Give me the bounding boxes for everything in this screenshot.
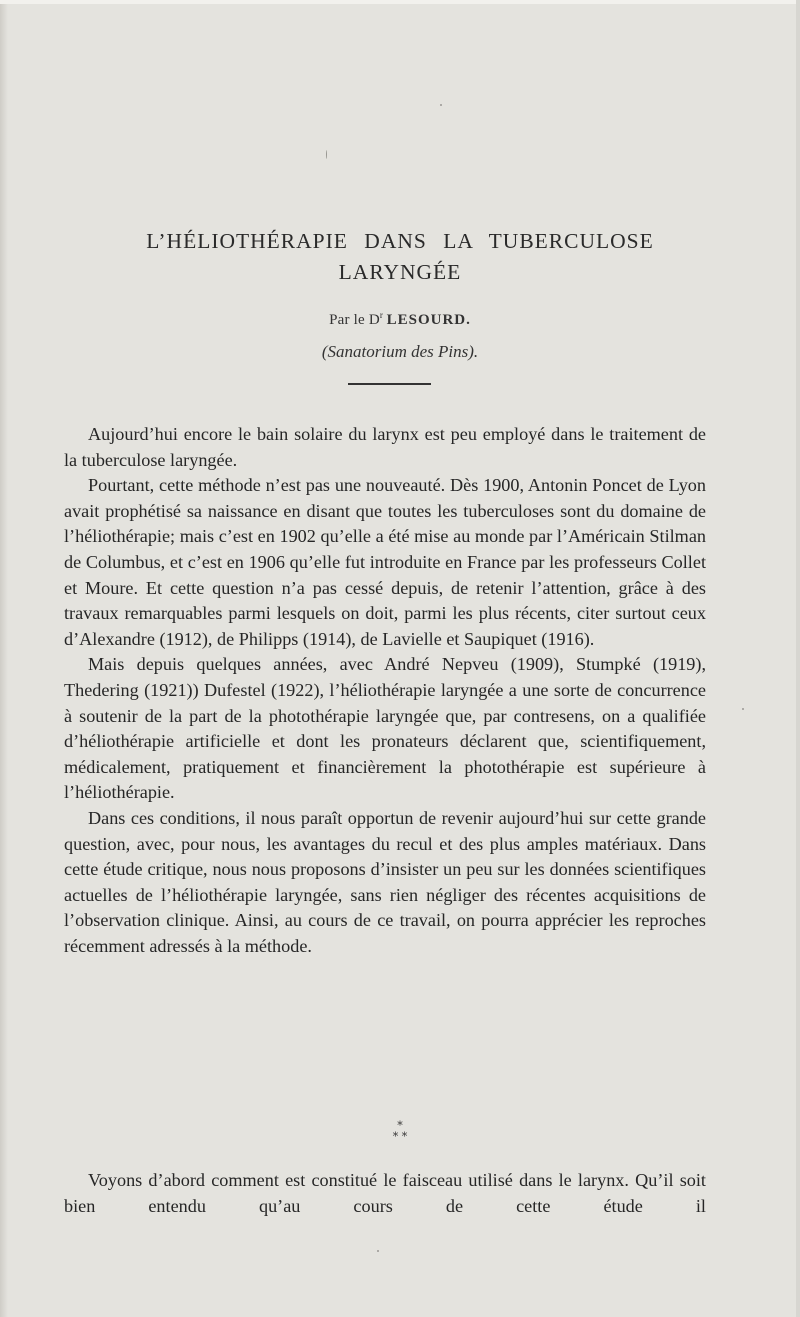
separator-stars-bottom: * * [392, 1130, 408, 1143]
author-prefix-sup: r [379, 310, 383, 320]
author-line [0, 310, 800, 329]
section-separator [0, 1120, 800, 1142]
paper-speck [742, 708, 744, 710]
author-affiliation: (Sanatorium des Pins). [321, 342, 479, 361]
article-title [60, 226, 740, 288]
paper-speck [440, 104, 442, 106]
article-title-line-1: L’HÉLIOTHÉRAPIE DANS LA TUBERCULOSE [146, 229, 654, 253]
article-title-line-2: LARYNGÉE [338, 260, 462, 284]
separator-star-top: * [397, 1119, 403, 1132]
body-paragraph: Dans ces conditions, il nous paraît opportun de revenir aujourd’hui sur cette grande question, avec, pour nous, les avantages du recul et des plus amples matériaux. Dans cette étude critique, nous nous proposons d’insister un peu sur les données scientifiques actuelles de l’héliothérapie laryngée, sans rien négliger des récentes acquisitions de l’observation clinique. Ainsi, au cours de ce travail, on pourra apprécier les reproches récemment adressés à la méthode. [64, 807, 706, 956]
article-body-continued [64, 1168, 706, 1219]
author-prefix: Par le D [329, 312, 380, 328]
page-edge-top [0, 0, 800, 4]
author-name: LESOURD. [386, 312, 471, 328]
article-body [64, 422, 706, 959]
body-paragraph: Mais depuis quelques années, avec André Nepveu (1909), Stumpké (1919), Thedering (1921)) Dufestel (1922), l’héliothérapie laryngée a une sorte de concurrence à soutenir de la part de la photothérapie laryngée que, par contresens, on a qualifiée d’héliothérapie artificielle et dont les pronateurs déclarent que, scientifiquement, médicalement, pratiquement et financièrement la photothérapie est supérieure à l’héliothérapie. [64, 654, 706, 803]
paper-speck [326, 150, 327, 159]
closing-paragraph: Voyons d’abord comment est constitué le faisceau utilisé dans le larynx. Qu’il soit bien entendu qu’au cours de cette étude il [64, 1170, 706, 1216]
title-divider [348, 383, 431, 385]
paper-speck [377, 1250, 379, 1252]
body-paragraph: Pourtant, cette méthode n’est pas une nouveauté. Dès 1900, Antonin Poncet de Lyon avait prophétisé sa naissance en disant que toutes les tuberculoses sont du domaine de l’héliothérapie; mais c’est en 1902 qu’elle a été mise au monde par l’Américain Stilman de Columbus, et c’est en 1906 qu’elle fut introduite en France par les professeurs Collet et Moure. Et cette question n’a pas cessé depuis, de retenir l’attention, grâce à des travaux remarquables parmi lesquels on doit, parmi les plus récents, citer surtout ceux d’Alexandre (1912), de Philipps (1914), de Lavielle et Saupiquet (1916). [64, 475, 706, 649]
body-paragraph: Aujourd’hui encore le bain solaire du larynx est peu employé dans le traitement de la tuberculose laryngée. [64, 424, 706, 470]
